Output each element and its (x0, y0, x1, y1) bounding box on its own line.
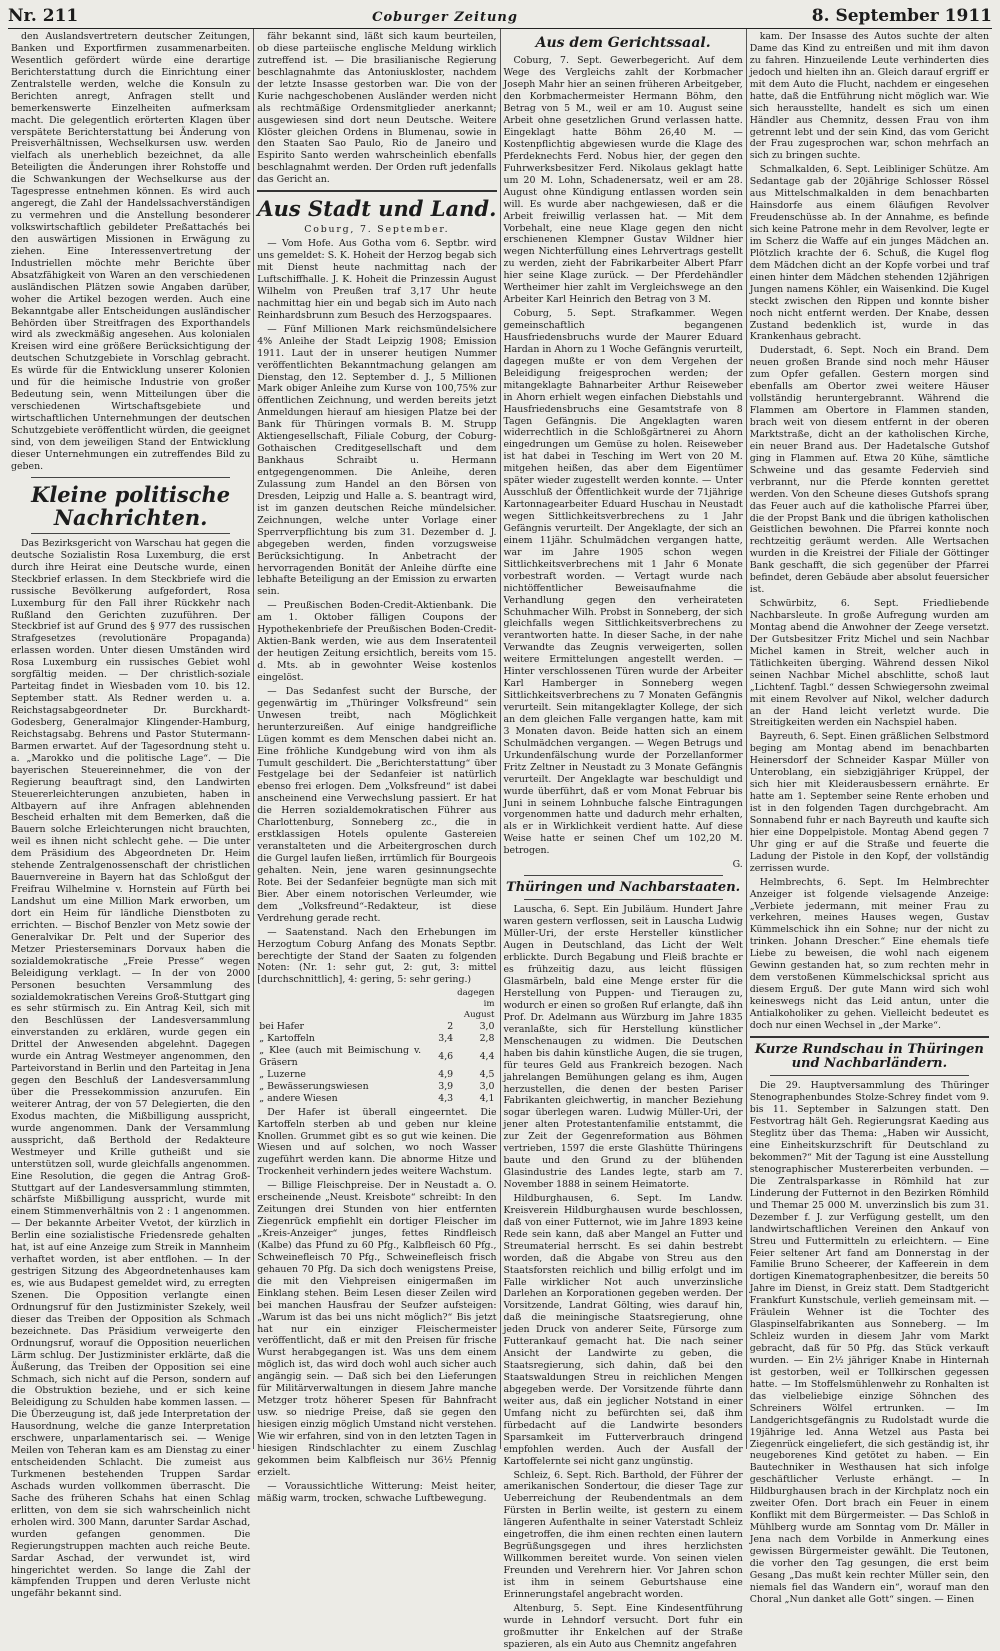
divider (31, 533, 230, 534)
article-text: Duderstadt, 6. Sept. Noch ein Brand. Dem neuen großen Brande sind noch mehr Häuser zum Opfer gefallen. Gestern morgen sind ebenfalls am Obertor zwei weitere Häuser vollständig heruntergebrannt. Während die Flammen am Obertore in Flammen standen, brach weit von diesem entfernt in der oberen Marktstraße, dicht an der katholischen Kirche, ein neuer Brand aus. Der Hadetalsche Gutshof ging in Flammen auf. Etwa 20 Kühe, sämtliche Schweine und das gesamte Federvieh sind verbrannt, nur die Pferde konnten gerettet werden. Von den Scheune dieses Gutshofs sprang das Feuer auch auf die katholische Pfarrei über, die der Propst Bank und die übrigen katholischen Geistlichen bewohnen. Die Pfarrei konnte noch rechtzeitig geräumt werden. Alle Wertsachen wurden in die Kreistrei der Filiale der Göttinger Bank geschafft, die sich gegenüber der Pfarrei befindet, deren Gebäude aber absolut feuersicher ist. (749, 345, 989, 596)
table-row (257, 1021, 496, 1033)
article-text: — Das Sedanfest sucht der Bursche, der gegenwärtig im „Thüringer Volksfreund“ sein Unwesen treibt, nach Möglichkeit herunterzureißen. Auf einige handgreifliche Lügen kommt es dem Menschen dabei nicht an. Eine fröhliche Kundgebung wird von ihm als Tumult geschildert. Die „Berichterstattung“ über Festgelage bei der Sedanfeier ist natürlich ebenso frei erlogen. Dem „Volksfreund“ ist dabei anscheinend eine Verwechslung passiert. Er hat die Herren sozialdemokratischen Führer aus Charlottenburg, Sonneberg zc., die in erstklassigen Hotels opulente Gastereien veranstalteten und die Arbeitergroschen durch die Gurgel laufen ließen, irrtümlich für Bourgeois gehalten. Nein, jene waren gesinnungsechte Rote. Bei der Sedanfeier begnügte man sich mit Bier. Aber einem notorischen Verleumder, wie dem „Volksfreund“-Redakteur, ist diese Verdrehung gerade recht. (257, 685, 497, 924)
article-text: den Auslandsvertretern deutscher Zeitungen, Banken und Exportfirmen zusammenarbeiten. Wesentlich gefördert würde eine derartige Berichterstattung durch die Einrichtung einer Zentralstelle werden, welche die Konsuln zu Berichten anregt, Anfragen stellt und bemerkenswerte Einzelheiten aufmerksam macht. Die gelegentlich erörterten Klagen über verspätete Berichterstattung bei Änderung von Preisverhältnissen, Wechselkursen usw. werden vielfach als unerheblich bezeichnet, da alle Beteiligten die Änderungen ihrer Rohstoffe und die Schwankungen der Wechselkurse aus der Tagespresse entnehmen können. Es wird auch angeregt, die Zahl der Handelssachverständigen zu vermehren und die Anstellung besonderer volkswirtschaftlich gebildeter Preßattachés bei den auswärtigen Missionen in Erwägung zu ziehen. Eine Interessenvertretung der Industriellen möchte mehr Berichte über Absatzfähigkeit von Waren an den verschiedenen ausländischen Plätzen sowie Angaben darüber, woher die Artikel bezogen werden. Auch eine Bekanntgabe aller Entscheidungen ausländischer Behörden über Streitfragen des Exporthandels wird als zweckmäßig angesehen. Aus kolonialen Kreisen wird eine größere Berücksichtigung der deutschen Schutzgebiete in Vorschlag gebracht. Es würde für die Entwicklung unserer Kolonien und für die heimische Industrie von großer Bedeutung sein, wenn Mitteilungen über die verschiedenen Wirtschaftsgebiete und wirtschaftlichen Unternehmungen der deutschen Schutzgebiete veröffentlicht würden, die geeignet sind, von dem jeweiligen Stand der Entwicklung dieser Unternehmungen ein zutreffendes Bild zu geben. (11, 31, 251, 472)
column-3 (500, 29, 746, 1650)
table-cell: 4,5 (479, 1068, 495, 1080)
article-text: Lauscha, 6. Sept. Ein Jubiläum. Hundert Jahre waren gestern verflossen, seit in Lauscha Ludwig Müller-Uri, der erste Hersteller künstlicher Augen in Deutschland, das Licht der Welt erblickte. Durch Begabung und Fleiß brachte er es frühzeitig dazu, aus leicht flüssigen Glasmärbeln, bald eine Menge erster für die Herstellung von Puppen- und Tieraugen zu, wodurch er einen so großen Ruf erlangte, daß ihn Prof. Dr. Adelmann aus Würzburg im Jahre 1835 veranlaßte, sich für Herstellung künstlicher Menschenaugen zu widmen. Die Deutschen haben bis dahin künstliche Augen, die sie trugen, für teures Geld aus Frankreich bezogen. Nach jahrelangen Bemühungen gelang es ihm, Augen herzustellen, die denen der besten Pariser Fabrikanten gleichwertig, in mancher Beziehung sogar überlegen waren. Ludwig Müller-Uri, der jener alten Protestantenfamilie entstammt, die zur Zeit der Gegenreformation aus Böhmen vertrieben, 1597 die erste Glashütte Thüringens baute und den Grund zu der blühenden Glasindustrie des Landes legte, starb am 7. November 1888 in seinem Heimatorte. (503, 904, 743, 1190)
section-heading-stadt-und-land: Aus Stadt und Land. (257, 196, 497, 222)
column-2 (253, 29, 499, 1504)
section-heading-kleine-nachrichten: Kleine politische Nachrichten. (31, 481, 231, 530)
table-header: August (463, 1010, 495, 1021)
article-text: — Billige Fleischpreise. Der in Neustadt a. O. erscheinende „Neust. Kreisbote“ schreibt: In den Zeitungen drei Stunden von hier entfernten Ziegenrück empfiehlt ein dortiger Fleischer im „Kreis-Anzeiger“ junges, fettes Rindfleisch (Kalbe) das Pfund zu 60 Pfg., Kalbfleisch 60 Pfg., Schweinefleisch 70 Pfg., Schweinefleisch frisch gehauen 70 Pfg. Da sich doch wenigstens Preise, die mit den Viehpreisen einigermaßen im Einklang stehen. Beim Lesen dieser Zeilen wird bei manchen Hausfrau der Seufzer aufsteigen: „Warum ist das bei uns nicht möglich?“ Bis jetzt hat nur ein einziger Fleischermeister veröffentlicht, daß er mit den Preisen für frische Wurst herabgegangen ist. Was uns dem einem möglich ist, das wird doch wohl auch sicher auch angängig sein. — Daß sich bei den Lieferungen für Militärverwaltungen in diesem Jahre manche Metzger trotz höherer Spesen für Bahnfracht usw. so niedrige Preise, daß sie gegen den hiesigen einzig möglich Umstand nicht verstehen. Wie wir erfahren, sind von in den letzten Tagen in hiesigen Rindschlachter zu einem Zuschlag gekommen beim Kalbfleisch nur 36½ Pfennig erzielt. (257, 1180, 497, 1478)
article-text: — Fünf Millionen Mark reichsmündelsichere 4% Anleihe der Stadt Leipzig 1908; Emission 1911. Laut der in unserer heutigen Nummer veröffentlichten Bekanntmachung gelangen am Dienstag, den 12. September d. J., 5 Millionen Mark obiger Anleihe zum Kurse von 100,75% zur öffentlichen Zeichnung, und werden bereits jetzt Anmeldungen hierauf am hiesigen Platze bei der Bank für Thüringen vormals B. M. Strupp Aktiengesellschaft, Filiale Coburg, der Coburg-Gothaischen Creditgesellschaft und dem Bankhaus Schraibt u. Hermann entgegengenommen. Die Anleihe, deren Zulassung zum Handel an den Börsen von Dresden, Leipzig und Halle a. S. beantragt wird, ist im ganzen deutschen Reiche mündelsicher. Zeichnungen, welche unter Vorlage einer Sperrverpflichtung bis zum 31. Dezember d. J. abgegeben werden, finden vorzugsweise Berücksichtigung. In Anbetracht der hervorragenden Bonität der Anleihe dürfte eine lebhafte Beteiligung an der Emission zu erwarten sein. (257, 323, 497, 598)
table-cell: 3,4 (438, 1033, 454, 1044)
table-cell: 4,3 (438, 1092, 454, 1104)
table-cell: 4,6 (438, 1050, 454, 1062)
table-row (257, 1069, 496, 1081)
divider (31, 477, 230, 478)
article-text: Die 29. Hauptversammlung des Thüringer Stenographenbundes Stolze-Schrey findet vom 9. bis 11. September in Salzungen statt. Den Festvortrag hält Geh. Regierungsrat Kaeding aus Steglitz über das Thema: „Haben wir Aussicht, eine Einheitskurzschrift für Deutschland zu bekommen?“ Mit der Tagung ist eine Ausstellung stenographischer Mustererbeiten verbunden. — Die Zentralsparkasse in Römhild hat zur Linderung der Futternot in den Bezirken Römhild und Themar 25 000 M. unverzinslich bis zum 31. Dezember f. J. zur Verfügung gestellt, um den landwirtschaftlichen Vereinen den Ankauf von Streu und Futtermitteln zu erleichtern. — Eine Feier seltener Art fand am Donnerstag in der Familie Bruno Scheerer, der Kaffeerein in dem dortigen Kinematographenbesitzer, die bereits 50 Jahre im Dienst, in Greiz statt. Dem Stadtgericht Frankfurt Kunstschule, verlieh gemeinsam mit. — Fräulein Wehner ist die Tochter des Glaspinselfabrikanten aus Sonneberg. — Im Schleiz wurden in diesem Jahr vom Markt gebracht, daß für 50 Pfg. das Stück verkauft wurden. — Ein 2½ jähriger Knabe in Hinternah ist gestorben, weil er Tollkirschen gegessen hatte. — Im Stoffelsmühlenwehr zu Ronhalten ist das vielbeliebige einzige Söhnchen des Schreiners Wölfel ertrunken. — Im Landgerichtsgefängnis zu Rudolstadt wurde die 19jährige led. Anna Wetzel aus Pasta bei Ziegenrück eingeliefert, die sich geständig ist, ihr neugeborenes Kind getötet zu haben. — Ein Bautechniker in Westhausen hat sich infolge geschäftlicher Verluste erhängt. — In Hildburghausen brach in der Kirchplatz noch ein zweiter Ofen. Dort brach ein Feuer in einem Konflikt mit dem Bürgermeister. — Das Schloß in Mühlberg wurde am Sonntag vom Dr. Mäller in Jena nach dem Vorbilde in Anmerkung eines gewissen Bürgermeister gewählt. Die Teutonen, die vorher den Tag gesungen, die erst beim Gesang „Das mußt kein rechter Müller sein, den niemals fiel das Wandern ein“, worauf man den Choral „Nun danket alle Gott“ singen. — Einen (749, 1080, 989, 1605)
article-text: — Voraussichtliche Witterung: Meist heiter, mäßig warm, trocken, schwache Luftbewegung. (257, 1480, 497, 1504)
article-text: Schmalkalden, 6. Sept. Leibliniger Schütze. Am Sedantage gab der 20jährige Schlosser Rössel aus Mittelschmalkalden in dem benachbarten Hainsdorfe aus einem 6läufigen Revolver Freudenschüsse ab. In der Annahme, es befinde sich keine Patrone mehr in dem Revolver, legte er im Scherz die Waffe auf ein junges Mädchen an. Plötzlich krachte der 6. Schuß, die Kugel flog dem Mädchen dicht an der Kopfe vorbei und traf einen hinter dem Mädchen stehenden 12jährigen Jungen namens Köhler, ein Waisenkind. Die Kugel steckt zwischen den Rippen und konnte bisher noch nicht entfernt werden. Der Knabe, dessen Zustand bedenklich ist, wurde in das Krankenhaus gebracht. (749, 164, 989, 343)
table-cell: „ andere Wiesen (259, 1092, 338, 1104)
table-cell: 3,0 (479, 1080, 495, 1092)
divider (257, 190, 496, 192)
paper-title: Coburger Zeitung (372, 10, 518, 25)
article-text: kam. Der Insasse des Autos suchte der alten Dame das Kind zu entreißen und mit ihm davon zu fahren. Hinzueilende Leute verhinderten dies jedoch und hielten ihn an. Gleich darauf ergriff er mit dem Auto die Flucht, nachdem er eingesehen hatte, daß die Entführung nicht möglich war. Wie sich herausstellte, handelt es sich um einen Händler aus Chemnitz, dessen Frau von ihm getrennt lebt und der sein Kind, das vom Gericht der Frau zugesprochen war, schon mehrfach an sich zu bringen suchte. (749, 31, 989, 162)
article-text: — Saatenstand. Nach den Erhebungen im Herzogtum Coburg Anfang des Monats Septbr. berechtigte der Stand der Saaten zu folgenden Noten: (Nr. 1: sehr gut, 2: gut, 3: mittel [durchschnittlich], 4: gering, 5: sehr gering.) (257, 926, 497, 986)
table-row (257, 1045, 496, 1069)
divider (524, 899, 723, 900)
crop-table (257, 988, 496, 1104)
article-text: Das Bezirksgericht von Warschau hat gegen die deutsche Sozialistin Rosa Luxemburg, die erst durch ihre Heirat eine Deutsche wurde, einen Steckbrief erlassen. In dem Steckbriefe wird die russische Bevölkerung aufgefordert, Rosa Luxemburg für den Fall ihrer Rückkehr nach Rußland den Gerichten zuzuführen. Der Steckbrief ist auf Grund des § 977 des russischen Strafgesetzes (revolutionäre Propaganda) erlassen worden. Unter diesen Umständen wird Rosa Luxemburg ein russisches Gebiet wohl sorgfältig meiden. — Der christlich-soziale Parteitag findet in Wiesbaden vom 10. bis 12. September statt. Als Redner werden u. a. Reichstagsabgeordneter Dr. Burckhardt-Godesberg, Generalmajor Klingender-Hamburg, Reichstagsabg. Behrens und Pastor Stutermann-Barmen erwartet. Auf der Tagesordnung steht u. a. „Marokko und die politische Lage“. — Die bayerischen Steuereinnehmer, die von der Regierung beauftragt sind, den Landwirten Steuererleichterungen anzubieten, haben in Altbayern auf ihre Anfragen ablehnenden Bescheid erhalten mit dem Bemerken, daß die Bauern solche Erleichterungen nicht brauchten, weil es ihnen nicht schlecht gehe. — Die unter dem Präsidium des Abgeordneten Dr. Heim stehende Zentralgenossenschaft der christlichen Bauernvereine in Bayern hat das Schloßgut der Freifrau Wilhelmine v. Hornstein auf Fürth bei Landshut um eine Million Mark erworben, um dort ein Heim für ländliche Dienstboten zu errichten. — Bischof Benzler von Metz sowie der Generalvikar Dr. Pelt und der Superior des Metzer Priesterseminars Dorvaux haben die sozialdemokratische „Freie Presse“ wegen Beleidigung verklagt. — In der von 2000 Personen besuchten Versammlung des sozialdemokratischen Vereins Groß-Stuttgart ging es sehr stürmisch zu. Ein Antrag Keil, sich mit den Beschlüssen der Landesversammlung einverstanden zu erklären, wurde gegen ein Drittel der Anwesenden abgelehnt. Dagegen wurde ein Antrag Westmeyer angenommen, den Parteivorstand in Berlin und den Parteitag in Jena gegen den Beschluß der Landesversammlung über die Pressekommission anzurufen. Ein weiterer Antrag, der von 57 Delegierten, die den Exodus machten, die Mißbilligung ausspricht, wurde angenommen. Dank der Versammlung ausspricht, daß Berthold der Redakteure Westmeyer und Krille gutheißt und sie unterstützen soll, wurde gleichfalls angenommen. Eine Resolution, die gegen die Antrag Groß-Stuttgart auf der Landesversammlung stimmten, schärfste Mißbilligung ausspricht, wurde mit einem Stimmenverhältnis von 2 : 1 angenommen. — Der bekannte Arbeiter Vvetot, der kürzlich in Berlin eine sozialistische Friedensrede gehalten hat, ist auf eine Anzeige zum Streik in Mannheim verhaftet worden, ist aber entflohen. — In der gestrigen Sitzung des Abgeordnetenhauses kam es, wie aus Budapest gemeldet wird, zu erregten Szenen. Die Opposition verlangte einen Ordnungsruf für den Justizminister Szekely, weil dieser das Treiben der Opposition als Schmach bezeichnete. Das Präsidium verweigerte den Ordnungsruf, worauf die Opposition neuerlichen Lärm schlug. Der Justizminister erklärte, daß die Äußerung, das Treiben der Opposition sei eine Schmach, sich nicht auf die Person, sondern auf die Obstruktion beziehe, und er sich keine Beleidigung zu Schulden habe kommen lassen. — Die Überzeugung ist, daß jede Interpretation der Hausordnung, welche die ganze Interpretation erschwere, unparlamentarisch sei. — Wenige Meilen von Teheran kam es am Dienstag zu einer entscheidenden Schlacht. Die zumeist aus Turkmenen bestehenden Truppen Sardar Aschads wurden vollkommen überrascht. Die Sache des früheren Schahs hat einen Schlag erlitten, von dem sie sich wahrscheinlich nicht erholen wird. 300 Mann, darunter Sardar Aschad, wurden gefangen genommen. Die Regierungstruppen machten auch reiche Beute. Sardar Aschad, der verwundet ist, wird hingerichtet werden. So lange die Zahl der kämpfenden Truppen und deren Verluste nicht ungefähr bekannt sind. (11, 537, 251, 1600)
table-row (257, 1093, 496, 1105)
table-cell: „ Klee (auch mit Beimischung v. Gräsern (259, 1044, 422, 1068)
article-text: Altenburg, 5. Sept. Eine Kindesentführung wurde in Lehndorf versucht. Dort fuhr ein großmutter ihr Enkelchen auf der Straße spazieren, als ein Auto aus Chemnitz angefahren (503, 1602, 743, 1650)
table-cell: 2 (447, 1021, 454, 1033)
article-text: Coburg, 7. Sept. Gewerbegericht. Auf dem Wege des Vergleichs zahlt der Korbmacher Joseph Mahr hier an seinen früheren Arbeitgeber, den Korbmachermeister Hermann Böhm, den Betrag von 5 M., weil er am 10. August seine Arbeit ohne gesetzlichen Grund verlassen hatte. Eingeklagt hatte Böhm 26,40 M. — Kostenpflichtig abgewiesen wurde die Klage des Pferdeknechts Ferd. Nobus hier, der gegen den Fuhrwerksbesitzer Ferd. Nikolaus geklagt hatte um 20 M. Lohn, Schadenersatz, weil er am 28. August ohne Kündigung entlassen worden sein will. Es wurde aber nachgewiesen, daß er die Arbeit freiwillig verlassen hat. — Mit dem Vorbehalt, eine neue Klage gegen den nicht erschienenen Klempner Gustav Wildner hier wegen Nichterfüllung eines Lehrvertrags gestellt zu werden, zieht der Fabrikarbeiter Albert Pfarr hier seine Klage zurück. — Der Pferdehändler Wertheimer hier zahlt im Vergleichswege an den Arbeiter Karl Heinrich den Betrag von 3 M. (503, 55, 743, 306)
table-cell: „ Luzerne (259, 1068, 306, 1080)
divider (770, 1075, 969, 1076)
table-header: dagegen im (457, 988, 495, 1010)
author-signature: G. (732, 859, 743, 871)
table-row (257, 1081, 496, 1093)
issue-number: Nr. 211 (8, 6, 79, 26)
table-cell: bei Hafer (259, 1021, 305, 1033)
article-text: fähr bekannt sind, läßt sich kaum beurteilen, ob diese parteiische englische Meldung wirklich zutreffend ist. — Die brasilianische Regierung beschlagnahmte das Antoniuskloster, nachdem der letzte Insasse gestorben war. Die von der Kurie nachgeschobenen Ausländer werden nicht als rechtmäßige Ordensmitglieder anerkannt; ausgewiesen sind dort neun Deutsche. Weitere Klöster gleichen Ordens in Blumenau, sowie in den Staaten Sao Paulo, Rio de Janeiro und Espirito Santo werden wahrscheinlich ebenfalls beschlagnahmt werden. Der Orden ruft jedenfalls das Gericht an. (257, 31, 497, 186)
columns (8, 29, 992, 1650)
column-4 (746, 29, 992, 1605)
issue-date: 8. September 1911 (811, 6, 992, 26)
table-cell: 4,4 (479, 1050, 495, 1062)
table-row (257, 1033, 496, 1045)
divider (750, 1036, 989, 1038)
table-cell: 4,9 (438, 1068, 454, 1080)
divider (524, 875, 723, 876)
article-text: Bayreuth, 6. Sept. Einen gräßlichen Selbstmord beging am Montag abend im benachbarten Heinersdorf der Schneider Kaspar Müller von Unteroblang, ein siebzigjähriger Krüppel, der sich hier mit Kleiderausbessern ernährte. Er hatte am 1. September seine Rente erhoben und ist in den folgenden Tagen durchgebracht. Am Sonnabend fuhr er nach Bayreuth und kaufte sich hier eine Doppelpistole. Montag Abend gegen 7 Uhr ging er auf die Straße und feuerte die Ladung der Pistole in den Kopf, der vollständig zerrissen wurde. (749, 731, 989, 874)
article-text: — Vom Hofe. Aus Gotha vom 6. Septbr. wird uns gemeldet: S. K. Hoheit der Herzog begab sich mit Dienst heute nachmittag nach der Luftschiffhalle. J. K. Hoheit die Prinzessin August Wilhelm von Preußen traf 3,17 Uhr heute nachmittag hier ein und begab sich im Auto nach Reinhardsbrunn zum Besuch des Herzogspaares. (257, 238, 497, 321)
table-cell: 2,8 (479, 1033, 495, 1044)
article-text: Helmbrechts, 6. Sept. Im Helmbrechter Anzeiger ist folgende vielsagende Anzeige: „Verbiete jedermann, mit meiner Frau zu verkehren, meines Hauses wegen, Gustav Kümmelschick ihn ein Sohne; nur der nicht zu trinken. Johann Drescher.“ Eine ehemals tiefe Liebe zu beweisen, die wohl nach eigenem Gewinn gestanden hat, so zum rechten mehr in dem verstoßenen Kümmelschicksal spricht aus diesem Erguß. Der gute Mann wird sich wohl keineswegs nicht das Leid antun, unter die Antialkoholiker zu gehen. Vielleicht bedeutet es doch nur einen Wechsel in „der Marke“. (749, 876, 989, 1031)
section-heading-rundschau: Kurze Rundschau in Thüringen und Nachbarländern. (754, 1041, 984, 1072)
table-cell: „ Kartoffeln (259, 1033, 315, 1044)
table-cell: 3,9 (438, 1080, 454, 1092)
table-cell: 3,0 (479, 1021, 495, 1033)
table-cell: „ Bewässerungswiesen (259, 1080, 369, 1092)
table-cell: 4,1 (479, 1092, 495, 1104)
masthead (8, 6, 992, 29)
section-heading-thueringen: Thüringen und Nachbarstaaten. (506, 880, 741, 896)
dateline: Coburg, 7. September. (304, 224, 450, 236)
article-text: Hildburghausen, 6. Sept. Im Landw. Kreisverein Hildburghausen wurde beschlossen, daß von einer Futternot, wie im Jahre 1893 keine Rede sein kann, daß aber Mangel an Futter und Streumaterial herrscht. Es sei dahin bestrebt worden, daß die Abgabe von Streu aus den Staatsforsten reichlich und billig erfolgt und im Falle wirklicher Not auch unverzinsliche Darlehen an Korporationen gegeben werden. Der Vorsitzende, Landrat Gölting, wies darauf hin, daß die meiningische Staatsregierung, ohne jeden Druck von anderer Seite, Fürsorge zum Futterankauf gemacht hat. Die nach seiner Ansicht der Landwirte zu geben, die Staatsregierung, sich dahin, daß bei den Staatswaldungen Streu in reichlichen Mengen abgegeben werde. Der Vorsitzende führte dann weiter aus, daß ein jeglicher Notstand in einer Umfang nicht zu befürchten sei, daß ihm fürbedacht auf die Landwirte besonders Sparsamkeit im Futterverbrauch dringend empfohlen werden. Auch der Ausfall der Kartoffelernte sei nicht ganz ungünstig. (503, 1192, 743, 1467)
article-text: Der Hafer ist überall eingeerntet. Die Kartoffeln sterben ab und geben nur kleine Knollen. Grummet gibt es so gut wie keinen. Die Wiesen und auf solchen, wo noch Wasser zugeführt werden kann. Die abnorme Hitze und Trockenheit verhindern jedes weitere Wachstum. (257, 1106, 497, 1178)
article-text: Schleiz, 6. Sept. Rich. Barthold, der Führer der amerikanischen Sondertour, die dieser Tage zur Ueberreichung der Reubendentmals an dem Fürsten in Berlin weilte, ist gestern zu einem längeren Aufenthalte in seiner Vaterstadt Schleiz eingetroffen, die ihm einen rechten einen lautern Begrüßungsgegen und ihres herzlichsten Willkommen bereitet wurde. Von seinen vielen Freunden und Verehrern hier. Vor Jahren schon ist ihm in seinem Geburtshause eine Erinnerungstafel angebracht worden. (503, 1469, 743, 1600)
column-1 (8, 29, 253, 1600)
article-text: — Preußischen Boden-Credit-Aktienbank. Die am 1. Oktober fälligen Coupons der Hypothekenbriefe der Preußischen Boden-Credit-Aktien-Bank werden, wie aus dem Inseratenteil der heutigen Zeitung ersichtlich, bereits vom 15. d. Mts. ab in gewohnter Weise kostenlos eingelöst. (257, 600, 497, 683)
section-heading-gerichtssaal: Aus dem Gerichtssaal. (535, 35, 711, 51)
article-text: Coburg, 5. Sept. Strafkammer. Wegen gemeinschaftlich begangenen Hausfriedensbruchs wurde der Maurer Eduard Hardan in Ahorn zu 1 Woche Gefängnis verurteilt, dagegen mußte er von dem Vergehen der Beleidigung freigesprochen werden; der mitangeklagte Bahnarbeiter Arthur Reiseweber in Ahorn erhielt wegen einfachen Diebstahls und Hausfriedensbruchs eine Gesamtstrafe von 8 Tagen Gefängnis. Die Angeklagten waren widerrechtlich in die Schloßgärtnerei zu Ahorn eingedrungen um Gemüse zu holen. Reiseweber ist hat dabei in Tesching im Wert von 20 M. mitgehen heißen, das aber dem Eigentümer später wieder zugestellt werden konnte. — Unter Ausschluß der Öffentlichkeit wurde der 71jährige Kartonnagearbeiter Eduard Huschau in Neustadt wegen Sittlichkeitsverbrechens zu 1 Jahr Gefängnis verurteilt. Der Angeklagte, der sich an einem 11jähr. Schulmädchen vergangen hatte, war im Jahre 1905 schon wegen Sittlichkeitsverbrechens mit 1 Jahr 6 Monate vorbestraft worden. — Vertagt wurde nach nichtöffentlicher Beweisaufnahme die Verhandlung gegen den verheirateten Schuhmacher Wilh. Probst in Sonneberg, der sich gleichfalls wegen Sittlichkeitsverbrechens zu verantworten hatte. In dieser Sache, in der nahe Verwandte das Zeugnis verweigerten, sollen weitere Ermittelungen angestellt werden. — Hinter verschlossenen Türen wurde der Arbeiter Karl Hamberger in Sonneberg wegen Sittlichkeitsverbrechens zu 7 Monaten Gefängnis verurteilt. Sein mitangeklagter Kollege, der sich an dem gleichen Falle vergangen hatte, kam mit 3 Monaten davon. Beide hatten sich an einem Schulmädchen vergangen. — Wegen Betrugs und Urkundenfälschung wurde der Porzellanformer Fritz Zeltner in Neustadt zu 3 Monate Gefängnis verurteilt. Der Angeklagte war beschuldigt und wurde überführt, daß er vom Monat Februar bis Juni in seinem Lohnbuche falsche Eintragungen vorgenommen hatte und dadurch mehr erhalten, als er in Wirklichkeit verdient hatte. Auf diese Weise hatte er seinen Chef um 102,20 M. betrogen. (503, 308, 743, 857)
article-text: Schwürbitz, 6. Sept. Friedliebende Nachbarsleute. In große Aufregung wurden am Montag abend die Anwohner der Zeege versetzt. Der Gutsbesitzer Fritz Michel und sein Nachbar Michel kamen in Streit, welcher auch in Tätlichkeiten überging. Während dessen Nikol seinen Nachbar Michel abschlitte, schoß laut „Lichtenf. Tagbl.“ dessen Schwiegersohn zweimal mit einem Revolver auf Nikol, welcher dadurch an der Hand leicht verletzt wurde. Die Streitigkeiten werden ein Nachspiel haben. (749, 598, 989, 729)
